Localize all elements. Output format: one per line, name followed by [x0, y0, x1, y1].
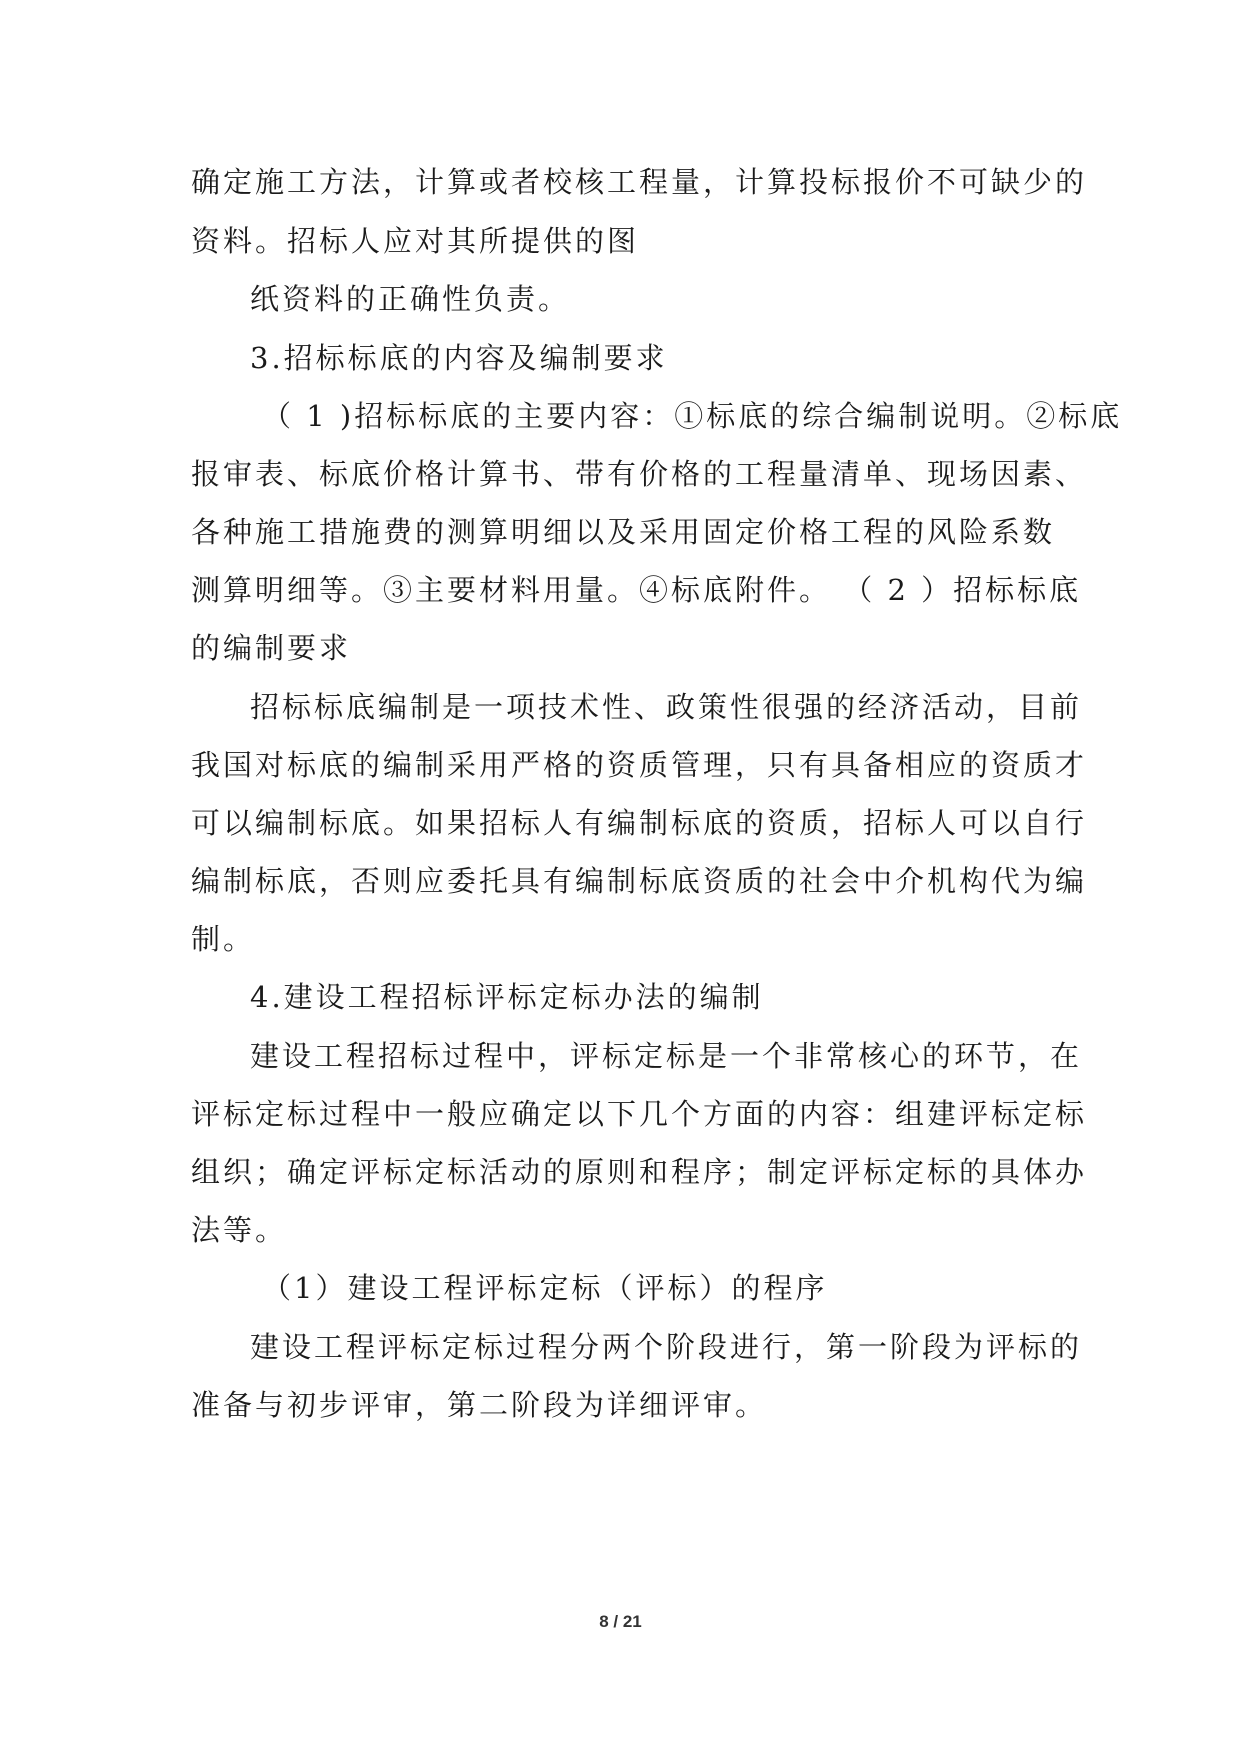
text-line-22: 准备与初步评审，第二阶段为详细评审。 [191, 1388, 768, 1422]
text-line-6: 报审表、标底价格计算书、带有价格的工程量清单、现场因素、 [191, 457, 1088, 491]
text-line-8: 测算明细等。③主要材料用量。④标底附件。 （ 2 ）招标标底 [191, 573, 1082, 607]
text-line-11: 我国对标底的编制采用严格的资质管理，只有具备相应的资质才 [191, 748, 1088, 782]
text-line-5: （ 1 )招标标底的主要内容：①标底的综合编制说明。②标底 [262, 399, 1123, 433]
text-line-10: 招标标底编制是一项技术性、政策性很强的经济活动，目前 [250, 690, 1083, 724]
text-line-2: 资料。招标人应对其所提供的图 [191, 224, 640, 258]
text-line-1: 确定施工方法，计算或者校核工程量，计算投标报价不可缺少的 [191, 165, 1088, 199]
text-line-18: 组织；确定评标定标活动的原则和程序；制定评标定标的具体办 [191, 1155, 1088, 1189]
text-line-9: 的编制要求 [191, 631, 352, 665]
text-line-3: 纸资料的正确性负责。 [250, 282, 571, 316]
page-number: 8 / 21 [599, 1612, 642, 1631]
section-heading-4: 4.建设工程招标评标定标办法的编制 [250, 980, 764, 1014]
section-heading-3: 3.招标标底的内容及编制要求 [250, 341, 668, 375]
text-line-17: 评标定标过程中一般应确定以下几个方面的内容：组建评标定标 [191, 1097, 1088, 1131]
text-line-19: 法等。 [191, 1213, 288, 1247]
text-line-21: 建设工程评标定标过程分两个阶段进行，第一阶段为评标的 [250, 1330, 1083, 1364]
text-line-14: 制。 [191, 922, 256, 956]
text-line-13: 编制标底，否则应委托具有编制标底资质的社会中介机构代为编 [191, 864, 1088, 898]
text-line-7: 各种施工措施费的测算明细以及采用固定价格工程的风险系数 [191, 515, 1056, 549]
subsection-heading-1: （1）建设工程评标定标（评标）的程序 [262, 1271, 828, 1305]
text-line-12: 可以编制标底。如果招标人有编制标底的资质，招标人可以自行 [191, 806, 1088, 840]
text-line-16: 建设工程招标过程中，评标定标是一个非常核心的环节，在 [250, 1039, 1083, 1073]
